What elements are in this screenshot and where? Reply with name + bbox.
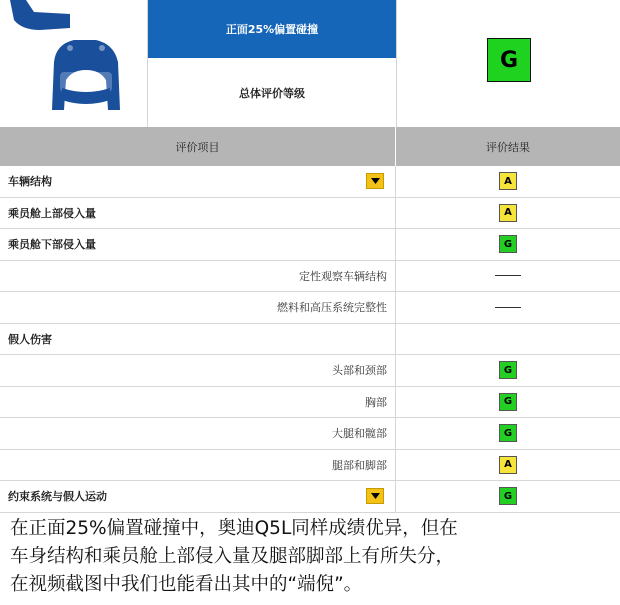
row-result xyxy=(396,229,620,260)
row-label: 乘员舱上部侵入量 xyxy=(0,198,396,229)
grade-badge: G xyxy=(499,424,517,442)
grade-badge: G xyxy=(499,235,517,253)
row-label: 假人伤害 xyxy=(0,324,396,355)
grade-badge: G xyxy=(499,393,517,411)
table-row xyxy=(0,355,620,387)
test-header xyxy=(0,0,620,127)
grade-badge: A xyxy=(499,204,517,222)
not-applicable-dash xyxy=(495,307,521,308)
table-row xyxy=(0,166,620,198)
row-label: 胸部 xyxy=(0,387,396,418)
row-label: 车辆结构 xyxy=(0,166,396,197)
overall-grade-badge: G xyxy=(487,38,531,82)
expand-dropdown-button[interactable] xyxy=(366,488,384,504)
row-label: 头部和颈部 xyxy=(0,355,396,386)
row-result xyxy=(396,166,620,197)
row-label: 乘员舱下部侵入量 xyxy=(0,229,396,260)
table-row xyxy=(0,198,620,230)
grade-badge: A xyxy=(499,172,517,190)
row-result xyxy=(396,324,620,355)
table-row xyxy=(0,229,620,261)
overall-grade-cell xyxy=(396,0,620,127)
row-label: 腿部和脚部 xyxy=(0,450,396,481)
row-result xyxy=(396,481,620,512)
row-label: 定性观察车辆结构 xyxy=(0,261,396,292)
chevron-down-icon xyxy=(371,493,380,499)
grade-badge: G xyxy=(499,361,517,379)
table-header xyxy=(0,127,620,166)
table-row xyxy=(0,481,620,513)
expand-dropdown-button[interactable] xyxy=(366,173,384,189)
row-result xyxy=(396,292,620,323)
caption-line: 车身结构和乘员舱上部侵入量及腿部脚部上有所失分， xyxy=(10,546,455,567)
row-result xyxy=(396,387,620,418)
not-applicable-dash xyxy=(495,275,521,276)
row-result xyxy=(396,355,620,386)
row-label: 大腿和髋部 xyxy=(0,418,396,449)
table-row xyxy=(0,387,620,419)
table-row xyxy=(0,324,620,356)
caption-line: 在正面25%偏置碰撞中，奥迪Q5L同样成绩优异，但在 xyxy=(10,518,458,539)
row-result xyxy=(396,418,620,449)
table-row xyxy=(0,292,620,324)
row-result xyxy=(396,261,620,292)
caption-text xyxy=(0,513,620,605)
car-diagram xyxy=(0,0,148,127)
grade-badge: A xyxy=(499,456,517,474)
column-header-result: 评价结果 xyxy=(486,140,530,154)
test-title: 正面25%偏置碰撞 xyxy=(148,0,396,58)
table-row xyxy=(0,261,620,293)
grade-badge: G xyxy=(499,487,517,505)
row-result xyxy=(396,450,620,481)
evaluation-table xyxy=(0,166,620,513)
column-header-item: 评价项目 xyxy=(0,127,396,166)
caption-line: 在视频截图中我们也能看出其中的“端倪”。 xyxy=(10,574,363,595)
row-label: 约束系统与假人运动 xyxy=(0,481,396,512)
chevron-down-icon xyxy=(371,178,380,184)
car-seat-diagram-icon xyxy=(0,0,148,127)
row-result xyxy=(396,198,620,229)
overall-rating-label: 总体评价等级 xyxy=(148,58,396,127)
row-label: 燃料和高压系统完整性 xyxy=(0,292,396,323)
table-row xyxy=(0,418,620,450)
table-row xyxy=(0,450,620,482)
